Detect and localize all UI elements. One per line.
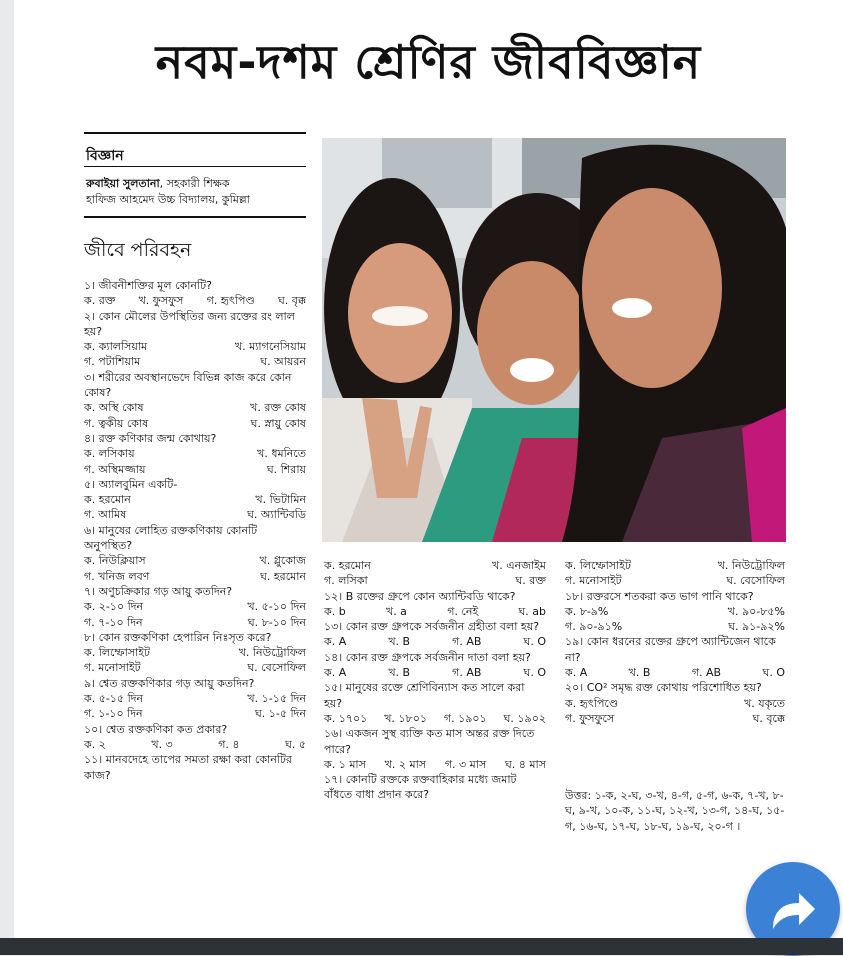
option-text: ক. লিম্ফোসাইট	[84, 646, 150, 660]
option-row	[565, 573, 785, 588]
option-text: খ. ম্যাগনেসিয়াম	[234, 340, 306, 354]
option-row	[84, 416, 306, 431]
option-text: গ. পটাশিয়াম	[84, 355, 141, 369]
option-text: ঘ. ১-৫ দিন	[254, 707, 306, 721]
option-row	[84, 553, 306, 568]
option-text: খ. ধমনিতে	[257, 447, 306, 461]
author-name: রুবাইয়া সুলতানা	[86, 177, 160, 190]
option-row	[324, 634, 546, 649]
divider	[84, 216, 306, 218]
option-text: ক. হৃৎপিণ্ডে	[565, 696, 619, 710]
option-row	[84, 492, 306, 507]
option-text: গ. AB	[691, 666, 722, 680]
option-text: খ. B	[628, 666, 651, 680]
option-text: ঘ. আয়রন	[260, 355, 306, 369]
option-row	[84, 507, 306, 522]
question-text: ৬। মানুষের লোহিত রক্তকণিকায় কোনটি অনুপস্থিত?	[84, 523, 258, 553]
option-text: ক. অস্থি কোষ	[84, 401, 144, 415]
option-text: গ. ৪	[218, 737, 240, 751]
option-row	[84, 737, 306, 752]
option-text: ক. ক্যালসিয়াম	[84, 340, 148, 354]
option-row	[324, 757, 546, 772]
option-row	[84, 569, 306, 584]
question-text: ৯। শ্বেত রক্তকণিকার গড় আয়ু কতদিন?	[84, 676, 255, 690]
question-text: ১৫। মানুষের রক্তে শ্রেণিবিন্যাস কত সালে করা হয়?	[324, 681, 525, 710]
question-text: ১৩। কোন রক্ত গ্রুপকে সর্বজনীন গ্রহীতা বলা হয়?	[324, 620, 540, 634]
option-row	[84, 599, 306, 614]
option-text: ক. b	[324, 604, 346, 618]
option-text: ঘ. ৫	[285, 737, 306, 751]
option-text: ক. ২-১০ দিন	[84, 600, 144, 614]
question-text: ৭। অণুচক্রিকার গড় আয়ু কতদিন?	[84, 584, 233, 598]
option-text: খ. ২ মাস	[384, 757, 427, 771]
option-text: খ. B	[388, 666, 411, 680]
answer-key: উত্তর: ১-ক, ২-ঘ, ৩-খ, ৪-গ, ৫-গ, ৬-ক, ৭-খ, ৮-ঘ, ৯-খ, ১০-ক, ১১-ঘ, ১২-খ, ১৩-গ, ১৪-ঘ, ১৫-গ, ১৬-ঘ, ১৭-ঘ, ১৮-ঘ, ১৯-ঘ, ২০-গ ।	[565, 789, 785, 833]
option-text: ক. ১৭০১	[324, 711, 368, 725]
option-row	[84, 339, 306, 354]
option-text: ঘ. ১৯০২	[503, 711, 546, 725]
option-row	[84, 645, 306, 660]
option-text: ক. নিউক্লিয়াস	[84, 554, 146, 568]
option-text: গ. ১-১০ দিন	[84, 707, 143, 721]
option-text: খ. গ্লুকোজ	[259, 554, 306, 568]
question-text: ৮। কোন রক্তকণিকা হেপারিন নিঃসৃত করে?	[84, 630, 272, 644]
option-row	[324, 665, 546, 680]
option-text: ক. A	[324, 635, 347, 649]
option-text: গ. ৩ মাস	[444, 757, 487, 771]
question-text: ১৪। কোন রক্ত গ্রুপকে সর্বজনীন দাতা বলা হয়?	[324, 650, 531, 664]
option-text: ক. ৫-১৫ দিন	[84, 692, 144, 706]
option-text: খ. ১৮০১	[384, 711, 427, 725]
option-row	[565, 696, 785, 711]
newspaper-page	[14, 0, 843, 938]
option-text: ক. লিম্ফোসাইট	[565, 559, 631, 572]
option-text: খ. যকৃতে	[744, 696, 785, 710]
option-text: ক. ২	[84, 737, 106, 751]
option-text: খ. এনজাইম	[491, 559, 546, 572]
option-text: ঘ. বৃক্কে	[752, 711, 785, 725]
option-text: ক. ১ মাস	[324, 757, 366, 771]
option-row	[565, 558, 785, 573]
option-row	[84, 660, 306, 675]
option-text: গ. ১৯০১	[443, 711, 487, 725]
option-text: ক. লসিকায়	[84, 447, 135, 461]
option-row	[84, 400, 306, 415]
question-text: ৪। রক্ত কণিকার জন্ম কোথায়?	[84, 431, 217, 445]
option-row	[84, 446, 306, 461]
option-text: গ. আমিষ	[84, 508, 127, 522]
option-text: খ. a	[385, 604, 407, 618]
question-text: ১২। B রক্তের গ্রুপে কোন অ্যান্টিবডি থাকে?	[324, 589, 516, 603]
option-text: ঘ. O	[523, 666, 546, 680]
option-text: ক. A	[565, 666, 588, 680]
question-column-3	[565, 558, 785, 726]
option-text: খ. ফুসফুস	[138, 294, 184, 308]
photo-illustration	[322, 138, 786, 542]
option-text: ঘ. ৪ মাস	[505, 757, 546, 771]
option-text: খ. ৩	[151, 737, 173, 751]
option-text: ক. ৮-৯%	[565, 604, 609, 618]
option-text: গ. ত্বকীয় কোষ	[84, 416, 149, 430]
option-text: ঘ. ab	[518, 604, 546, 618]
option-text: খ. রক্ত কোষ	[250, 401, 306, 415]
option-text: ঘ. ৮-১০ দিন	[247, 615, 306, 629]
option-text: গ. হৃৎপিণ্ড	[206, 294, 255, 308]
option-text: গ. মনোসাইট	[84, 661, 141, 675]
question-text: ৩। শরীরের অবস্থানভেদে বিভিন্ন কাজ করে কোন কোষ?	[84, 370, 292, 400]
option-row	[324, 711, 546, 726]
option-text: ঘ. শিরায়	[266, 462, 306, 476]
option-text: গ. লসিকা	[324, 574, 368, 588]
author-school: হাফিজ আহমেদ উচ্চ বিদ্যালয়, কুমিল্লা	[86, 193, 250, 206]
option-row	[84, 462, 306, 477]
option-text: ক. A	[324, 666, 347, 680]
option-text: ঘ. বেসোফিল	[247, 661, 306, 675]
question-text: ১। জীবনীশক্তির মূল কোনটি?	[84, 279, 212, 292]
divider	[84, 132, 306, 134]
question-text: ১৭। কোনটি রক্তকে রক্তবাহিকার মধ্যে জমাট বাঁধতে বাধা প্রদান করে?	[324, 773, 517, 802]
option-text: ঘ. ৯১-৯২%	[728, 620, 785, 634]
option-text: খ. ৫-১০ দিন	[247, 600, 306, 614]
option-text: খ. নিউট্রোফিল	[717, 559, 785, 572]
option-text: গ. ফুসফুসে	[565, 711, 615, 725]
divider	[84, 166, 306, 167]
option-text: ঘ. স্নায়ু কোষ	[250, 416, 306, 430]
option-row	[84, 354, 306, 369]
question-text: ৫। অ্যালবুমিন একটি-	[84, 477, 178, 491]
option-text: খ. ভিটামিন	[255, 493, 306, 507]
question-column-2	[324, 558, 546, 803]
option-text: গ. AB	[452, 666, 482, 680]
option-text: ঘ. অ্যান্টিবডি	[247, 508, 306, 522]
students-photo	[322, 138, 786, 542]
author-byline	[86, 176, 316, 208]
option-row	[565, 619, 785, 634]
question-text: ১০। শ্বেত রক্তকণিকা কত প্রকার?	[84, 722, 228, 736]
option-text: গ. নেই	[447, 604, 479, 618]
option-text: গ. খনিজ লবণ	[84, 569, 150, 583]
question-text: ১৯। কোন ধরনের রক্তের গ্রুপে অ্যান্টিজেন থাকে না?	[565, 635, 776, 664]
option-text: খ. নিউট্রোফিল	[238, 646, 306, 660]
page-title: নবম-দশম শ্রেণির জীববিজ্ঞান	[155, 35, 702, 89]
question-column-1	[84, 278, 306, 783]
option-row	[324, 573, 546, 588]
option-text: গ. ৯০-৯১%	[565, 620, 623, 634]
option-row	[324, 558, 546, 573]
question-text: ১১। মানবদেহে তাপের সমতা রক্ষা করা কোনটির কাজ?	[84, 753, 292, 782]
question-text: ১৬। একজন সুস্থ ব্যক্তি কত মাস অন্তর রক্ত দিতে পারে?	[324, 727, 535, 756]
question-text: ২০। CO² সমৃদ্ধ রক্ত কোথায় পরিশোধিত হয়?	[565, 681, 762, 695]
option-text: খ. ১-১৫ দিন	[247, 692, 306, 706]
chapter-title: জীবে পরিবহন	[84, 239, 192, 261]
option-row	[84, 293, 306, 308]
bottom-bar	[0, 938, 843, 955]
option-text: খ. ৯০-৮৫%	[727, 604, 785, 618]
option-text: ঘ. রক্ত	[515, 574, 546, 588]
option-row	[565, 604, 785, 619]
option-text: গ. ৭-১০ দিন	[84, 615, 143, 629]
option-text: ক. রক্ত	[84, 294, 116, 308]
option-text: ক. হরমোন	[324, 559, 371, 572]
option-row	[84, 706, 306, 721]
question-text: ২। কোন মৌলের উপস্থিতির জন্য রক্তের রং লাল হয়?	[84, 309, 295, 338]
option-text: ঘ. হরমোন	[260, 569, 306, 583]
option-row	[84, 615, 306, 630]
question-text: ১৮। রক্তরসে শতকরা কত ভাগ পানি থাকে?	[565, 589, 754, 603]
option-text: ঘ. O	[523, 635, 546, 649]
option-text: খ. B	[388, 635, 411, 649]
option-row	[84, 691, 306, 706]
option-row	[565, 711, 785, 726]
option-text: ঘ. O	[762, 666, 785, 680]
option-row	[324, 604, 546, 619]
author-role: , সহকারী শিক্ষক	[159, 177, 230, 190]
option-text: গ. AB	[452, 635, 482, 649]
share-arrow-icon	[767, 883, 819, 935]
option-text: ক. হরমোন	[84, 493, 131, 507]
option-text: ঘ. বৃক্ক	[277, 294, 306, 308]
option-text: গ. অস্থিমজ্জায়	[84, 462, 146, 476]
section-label: বিজ্ঞান	[86, 148, 124, 164]
option-text: গ. মনোসাইট	[565, 574, 622, 588]
option-row	[565, 665, 785, 680]
option-text: ঘ. বেসোফিল	[726, 574, 785, 588]
